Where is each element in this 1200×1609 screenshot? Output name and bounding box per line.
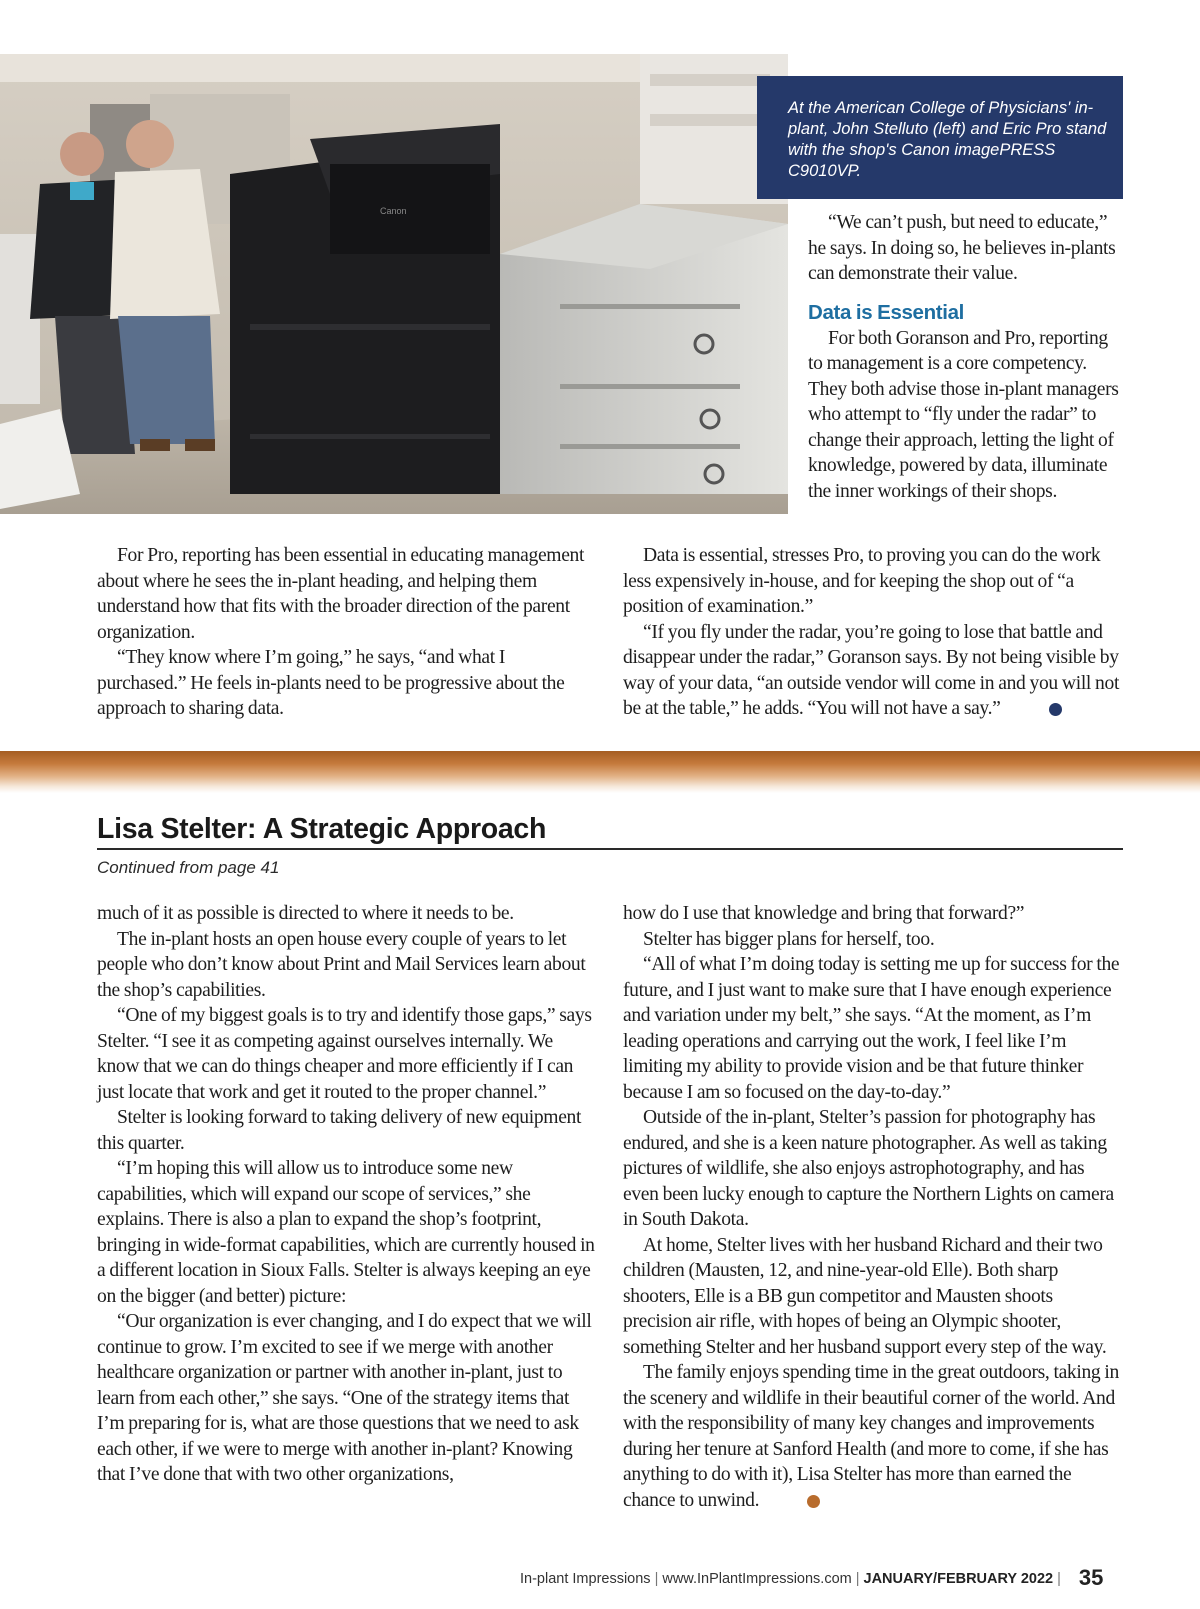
bottom-right-paragraph [623,1360,1123,1513]
bottom-final-paragraph-text: The family enjoys spending time in the great outdoors, taking in the scenery and wildlife in their beautiful corner of the world. And with the responsibility of many key changes and improvements during her tenure at Sanford Health (and more to come, if she has anything to do with it), Lisa Stelter has more than earned the chance to unwind. [623,1362,1119,1511]
top-right-paragraph: Data is essential, stresses Pro, to proving you can do the work less expensively in-house, and for keeping the shop out of “a position of examination.” [623,545,1101,617]
photo-caption: At the American College of Physicians' in-plant, John Stelluto (left) and Eric Pro stand with the shop's Canon imagePRESS C9010VP. [757,76,1123,199]
press-brand-text: Canon [380,206,407,216]
page-number: 35 [1078,1565,1104,1590]
bottom-left-column [97,901,597,1488]
bottom-right-column [623,901,1123,1513]
press-photo [0,54,788,514]
top-right-paragraph: For both Goranson and Pro, reporting to management is a core competency. They both advise those in-plant managers who attempt to “fly under the radar” to change their approach, letting the light of knowledge, powered by data, illuminate the inner workings of their shops. [808,327,1119,502]
top-left-paragraph: For Pro, reporting has been essential in educating management about where he sees the in-plant heading, and helping them understand how that fits with the broader direction of the parent organization. [97,545,585,643]
bottom-left-paragraph: Stelter is looking forward to taking delivery of new equipment this quarter. [97,1107,582,1154]
page-footer: In-plant Impressions | www.InPlantImpressions.com | JANUARY/FEBRUARY 2022 | 35 [520,1565,1104,1590]
footer-url[interactable]: www.InPlantImpressions.com [662,1571,852,1587]
bottom-left-paragraph: “I’m hoping this will allow us to introduce some new capabilities, which will expand our scope of services,” she explains. There is also a plan to expand the shop’s footprint, bringing in wide-format capabilities, which are currently housed in a different location in Sioux Falls. Stelter is always keeping an eye on the bigger (and better) picture: [97,1158,595,1307]
bottom-right-paragraph: At home, Stelter lives with her husband Richard and their two children (Mausten, 12, and nine-year-old Elle). Both sharp shooters, Elle is a BB gun competitor and Mausten shoots precision air rifle, with hopes of being an Olympic shooter, something Stelter and her husband support every step of the way. [623,1234,1107,1358]
footer-issue: JANUARY/FEBRUARY 2022 [863,1571,1054,1587]
top-final-paragraph-text: “If you fly under the radar, you’re going to lose that battle and disappear under the radar,” Goranson says. By not being visible by way of your data, “an outside vendor will come in and you will not be at the table,” he adds. “You will not have a say.” [623,621,1120,719]
top-left-column [97,543,597,722]
end-of-story-mark [1049,703,1062,716]
bottom-left-paragraph: “One of my biggest goals is to try and identify those gaps,” says Stelter. “I see it as competing against ourselves internally. We know that we can do things cheaper and more efficiently if I can just locate that work and get it routed to the proper channel.” [97,1005,592,1103]
bottom-left-paragraph: much of it as possible is directed to where it needs to be. [97,903,514,924]
bottom-right-paragraph: how do I use that knowledge and bring that forward?” [623,903,1025,924]
bottom-right-paragraph: “All of what I’m doing today is setting me up for success for the future, and I just want to make sure that I have enough experience and variation under my belt,” she says. “At the moment, as I’m leading operations and carrying out the work, I feel like I’m limiting my ability to provide vision and be that future thinker because I am so focused on the day-to-day.” [623,954,1120,1103]
continued-from-note: Continued from page 41 [97,858,280,877]
bottom-left-paragraph: The in-plant hosts an open house every couple of years to let people who don’t know about Print and Mail Services learn about the shop’s capabilities. [97,928,586,1001]
article-headline: Lisa Stelter: A Strategic Approach [97,812,1123,850]
top-right-paragraph [623,620,1123,722]
footer-publication: In-plant Impressions [520,1571,651,1587]
top-left-paragraph: “They know where I’m going,” he says, “and what I purchased.” He feels in-plants need to be progressive about the approach to sharing data. [97,647,565,719]
bottom-left-paragraph: “Our organization is ever changing, and I do expect that we will continue to grow. I’m excited to see if we merge with another healthcare organization or partner with another in-plant, just to learn from each other,” she says. “One of the strategy items that I’m preparing for is, what are those questions that we need to ask each other, if we were to merge with another in-plant? Knowing that I’ve done that with two other organizations, [97,1311,592,1485]
top-right-intro: “We can’t push, but need to educate,” he says. In doing so, he believes in-plants can demonstrate their value. [808,212,1116,284]
top-right-column [808,210,1123,504]
bottom-right-paragraph: Outside of the in-plant, Stelter’s passion for photography has endured, and she is a keen nature photographer. As well as taking pictures of wildlife, she also enjoys astrophotography, and has even been lucky enough to capture the Northern Lights on camera in South Dakota. [623,1107,1114,1230]
section-divider-band [0,751,1200,793]
bottom-right-paragraph: Stelter has bigger plans for herself, too. [643,928,935,950]
end-of-story-mark [807,1495,820,1508]
top-right-continuation [623,543,1123,722]
subhead-data-essential: Data is Essential [808,300,964,324]
